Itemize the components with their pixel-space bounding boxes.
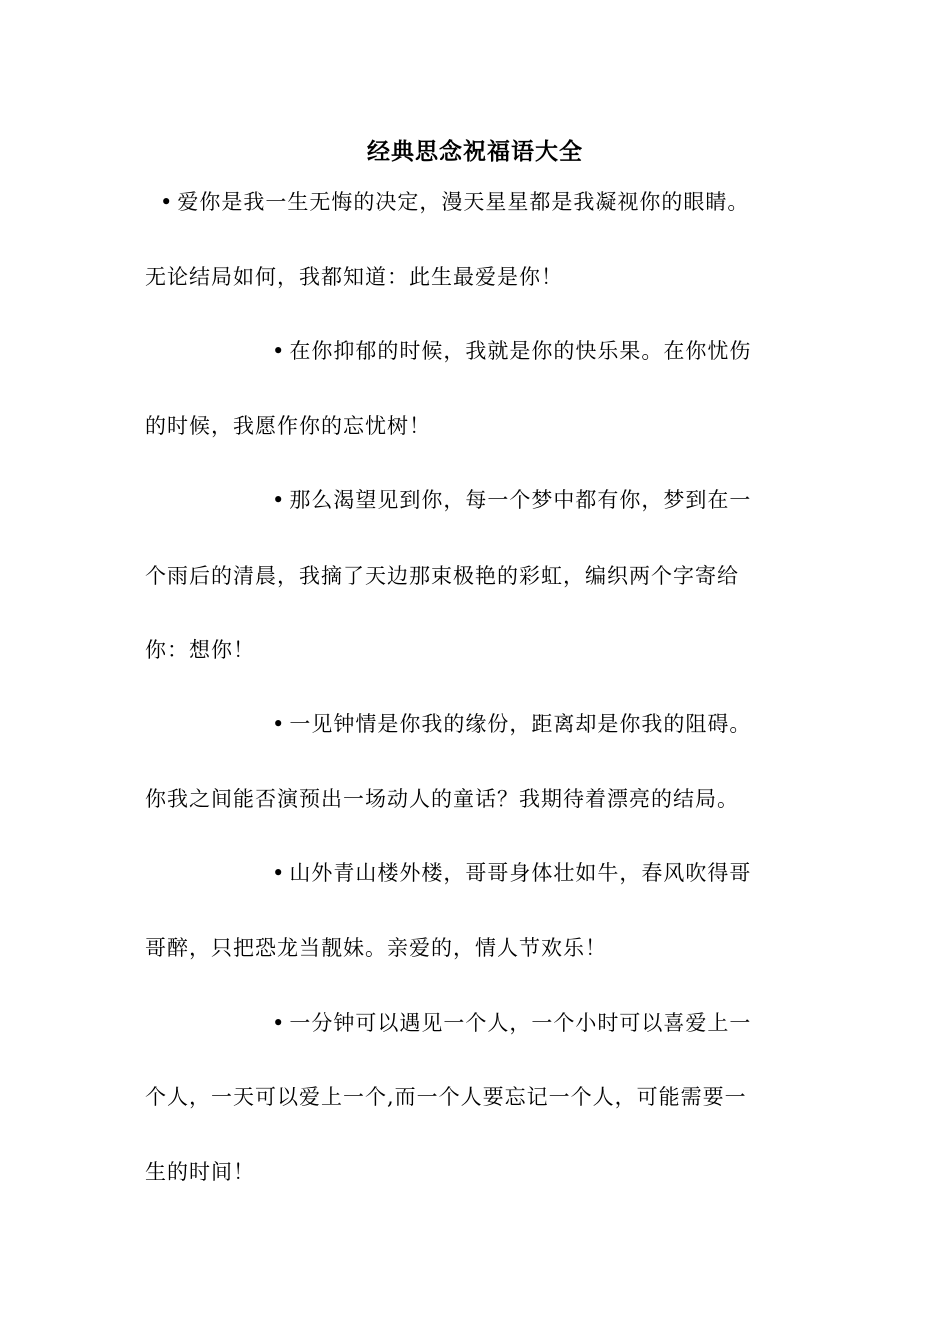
- paragraph-3-line-1: [272, 481, 751, 519]
- bullet-icon: •: [272, 712, 286, 736]
- paragraph-text: 在你抑郁的时候，我就是你的快乐果。在你忧伤: [289, 339, 752, 363]
- bullet-icon: •: [272, 488, 286, 512]
- paragraph-5-line-2: 哥醉，只把恐龙当靓妹。亲爱的，情人节欢乐！: [145, 936, 607, 960]
- paragraph-text: 山外青山楼外楼，哥哥身体壮如牛，春风吹得哥: [289, 861, 752, 885]
- paragraph-1-line-1: [160, 183, 749, 221]
- paragraph-1-line-2: 无论结局如何，我都知道：此生最爱是你！: [145, 265, 563, 289]
- paragraph-text: 那么渴望见到你，每一个梦中都有你，梦到在一: [289, 488, 752, 512]
- paragraph-text: 一见钟情是你我的缘份，距离却是你我的阻碍。: [289, 712, 752, 736]
- paragraph-4-line-2: 你我之间能否演预出一场动人的童话？我期待着漂亮的结局。: [145, 787, 739, 811]
- paragraph-6-line-2: 个人，一天可以爱上一个,而一个人要忘记一个人，可能需要一: [145, 1085, 747, 1109]
- bullet-icon: •: [272, 1011, 286, 1035]
- paragraph-6-line-1: [272, 1004, 751, 1042]
- paragraph-6-line-3: 生的时间！: [145, 1160, 255, 1184]
- paragraph-4-line-1: [272, 705, 751, 743]
- paragraph-3-line-3: 你：想你！: [145, 638, 255, 662]
- bullet-icon: •: [272, 861, 286, 885]
- paragraph-2-line-1: [272, 332, 751, 370]
- paragraph-2-line-2: 的时候，我愿作你的忘忧树！: [145, 414, 431, 438]
- paragraph-5-line-1: [272, 854, 751, 892]
- document-title: 经典思念祝福语大全: [367, 138, 583, 165]
- paragraph-text: 爱你是我一生无悔的决定，漫天星星都是我凝视你的眼睛。: [177, 190, 750, 214]
- bullet-icon: •: [272, 339, 286, 363]
- paragraph-text: 一分钟可以遇见一个人，一个小时可以喜爱上一: [289, 1011, 752, 1035]
- bullet-icon: •: [160, 190, 174, 214]
- paragraph-3-line-2: 个雨后的清晨，我摘了天边那束极艳的彩虹，编织两个字寄给: [145, 564, 739, 588]
